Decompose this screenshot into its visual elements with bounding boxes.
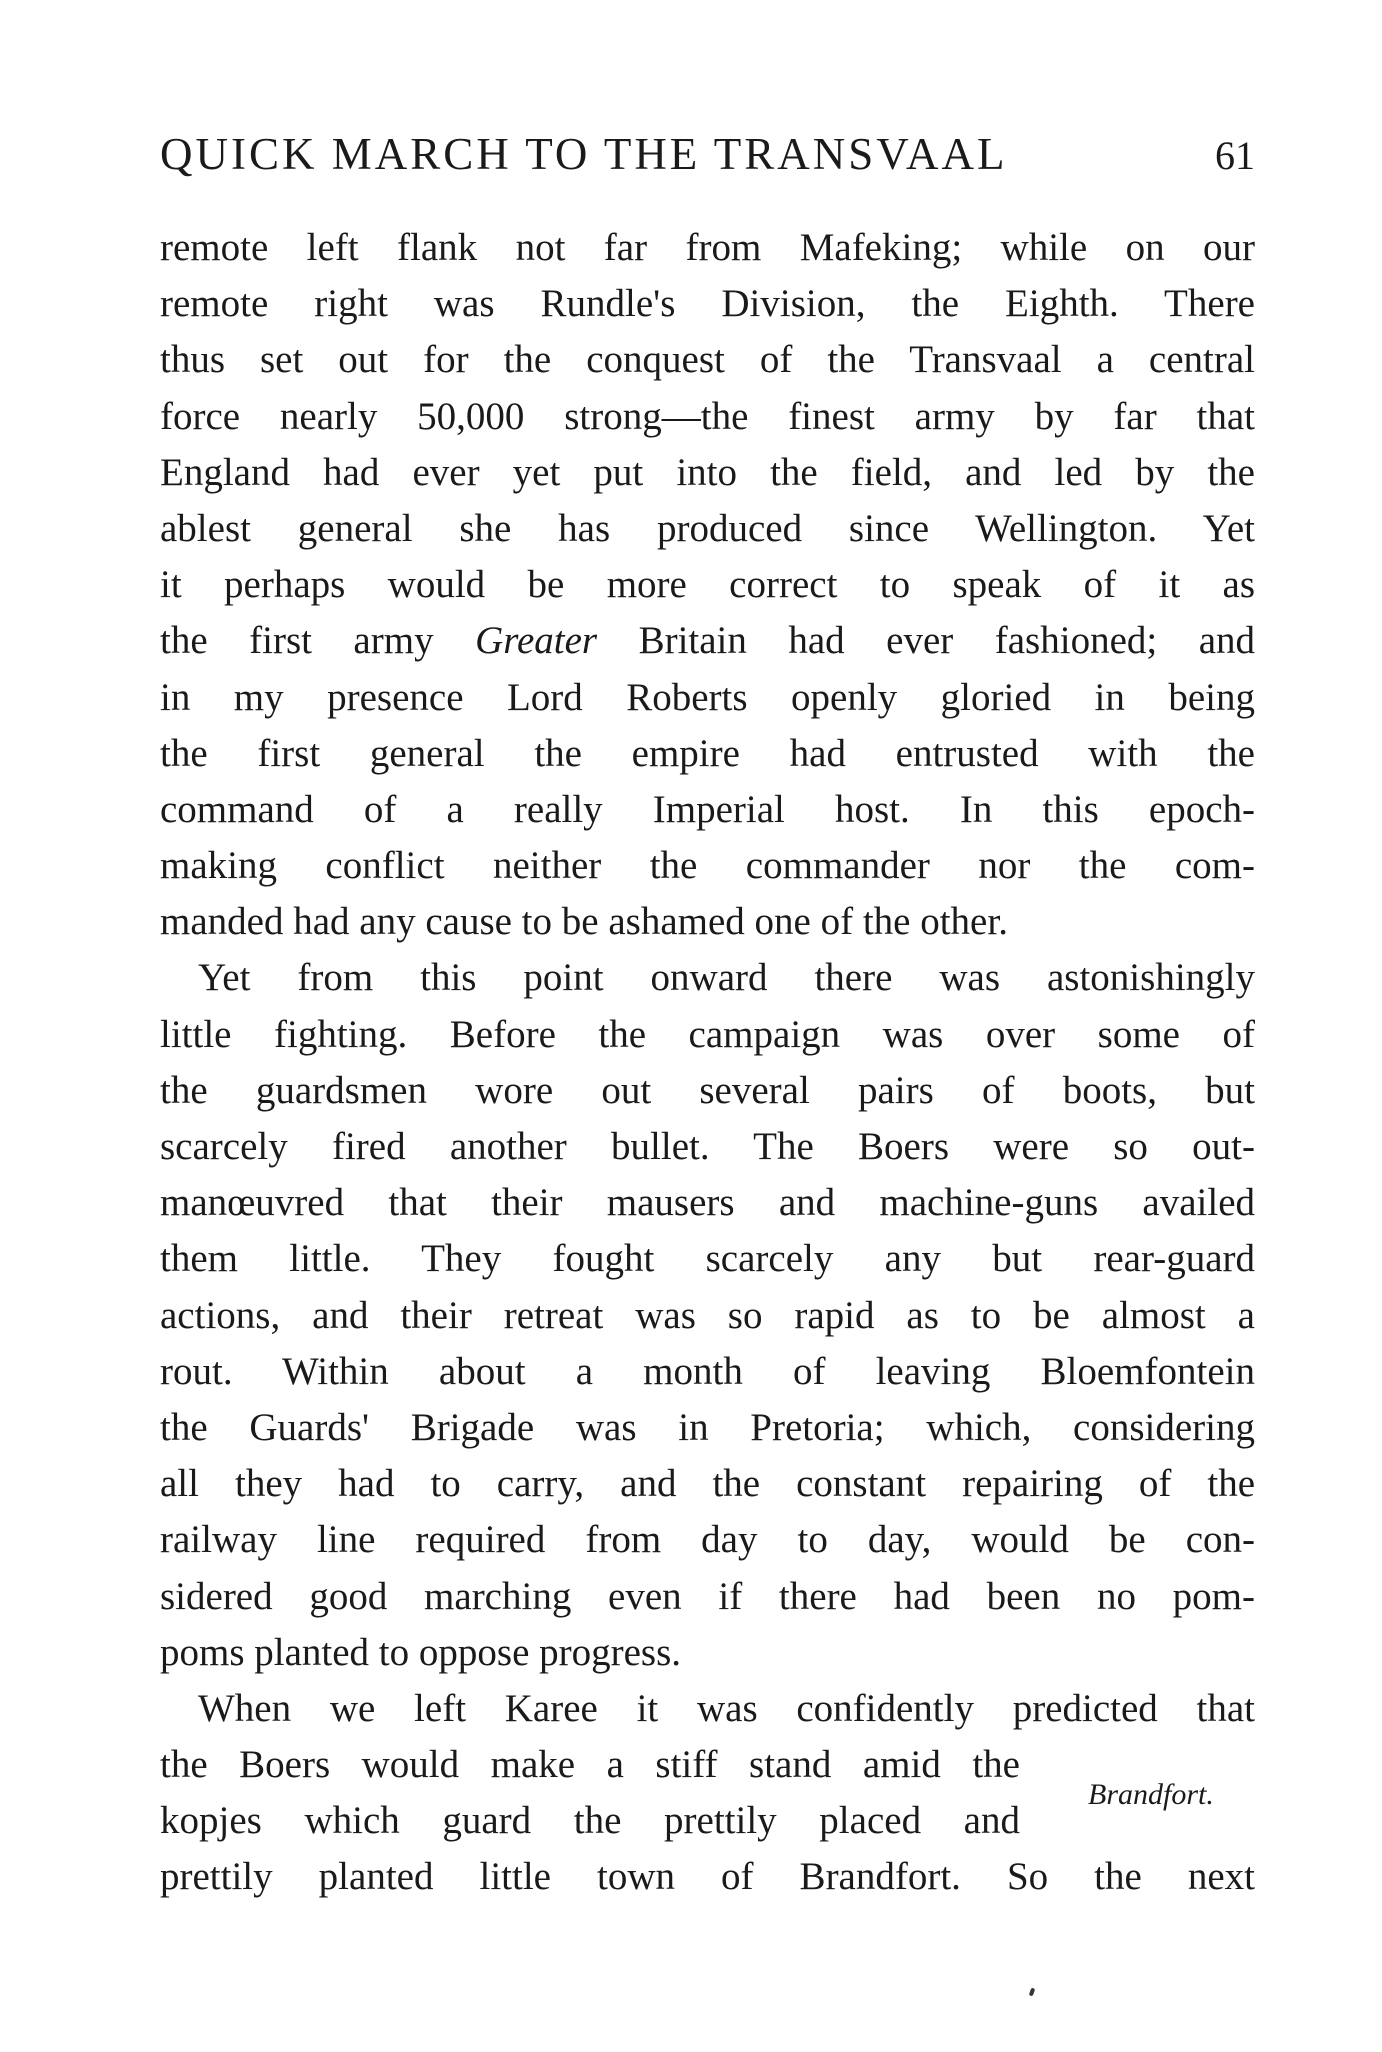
text-line: ablest general she has produced since Wellington. Yet — [160, 506, 1255, 550]
text-line: the first general the empire had entrusted with the — [160, 731, 1255, 775]
text-line: it perhaps would be more correct to speak of it as — [160, 563, 1255, 607]
text-line: sidered good marching even if there had been no pom- — [160, 1574, 1255, 1618]
text-line: Yet from this point onward there was astonishingly — [198, 956, 1255, 1000]
text-line: railway line required from day to day, would be con- — [160, 1518, 1255, 1562]
text-line: manded had any cause to be ashamed one of the other. — [160, 900, 1008, 944]
text-line: making conflict neither the commander nor the com- — [160, 844, 1255, 888]
running-head: QUICK MARCH TO THE TRANSVAAL — [160, 129, 1008, 179]
text-line: remote left flank not far from Mafeking; while on our — [160, 226, 1255, 269]
marginal-note: Brandfort. — [1088, 1778, 1214, 1811]
text-line: prettily planted little town of Brandfort. So the next — [160, 1855, 1255, 1899]
text-line: them little. They fought scarcely any but rear-guard — [160, 1237, 1255, 1281]
text-line: the Boers would make a stiff stand amid the — [160, 1743, 1020, 1787]
text-line: poms planted to oppose progress. — [160, 1630, 682, 1674]
text-line: force nearly 50,000 strong—the finest army by far that — [160, 394, 1255, 438]
text-line: little fighting. Before the campaign was over some of — [160, 1012, 1255, 1056]
text-line: the Guards' Brigade was in Pretoria; which, considering — [160, 1405, 1255, 1449]
text-line: kopjes which guard the prettily placed and — [160, 1799, 1020, 1843]
text-line: England had ever yet put into the field, and led by the — [160, 450, 1255, 494]
page-number: 61 — [1215, 133, 1255, 178]
text-line: remote right was Rundle's Division, the Eighth. There — [160, 282, 1255, 326]
text-line: thus set out for the conquest of the Transvaal a central — [160, 338, 1255, 382]
text-line: all they had to carry, and the constant repairing of the — [160, 1462, 1255, 1506]
text-line: the guardsmen wore out several pairs of boots, but — [160, 1068, 1255, 1112]
text-line: scarcely fired another bullet. The Boers were so out- — [160, 1125, 1255, 1168]
text-line: in my presence Lord Roberts openly gloried in being — [160, 675, 1255, 719]
text-line: manœuvred that their mausers and machine-guns availed — [160, 1181, 1255, 1225]
text-line: rout. Within about a month of leaving Bloemfontein — [160, 1349, 1255, 1393]
body-text — [160, 220, 1255, 1906]
text-line: When we left Karee it was confidently predicted that — [198, 1686, 1255, 1730]
ink-speck — [1029, 1988, 1035, 1997]
text-line: command of a really Imperial host. In this epoch- — [160, 787, 1255, 831]
text-line: the first army Greater Britain had ever fashioned; and — [160, 619, 1256, 663]
text-line: actions, and their retreat was so rapid as to be almost a — [160, 1293, 1255, 1337]
page-header — [160, 128, 1255, 188]
